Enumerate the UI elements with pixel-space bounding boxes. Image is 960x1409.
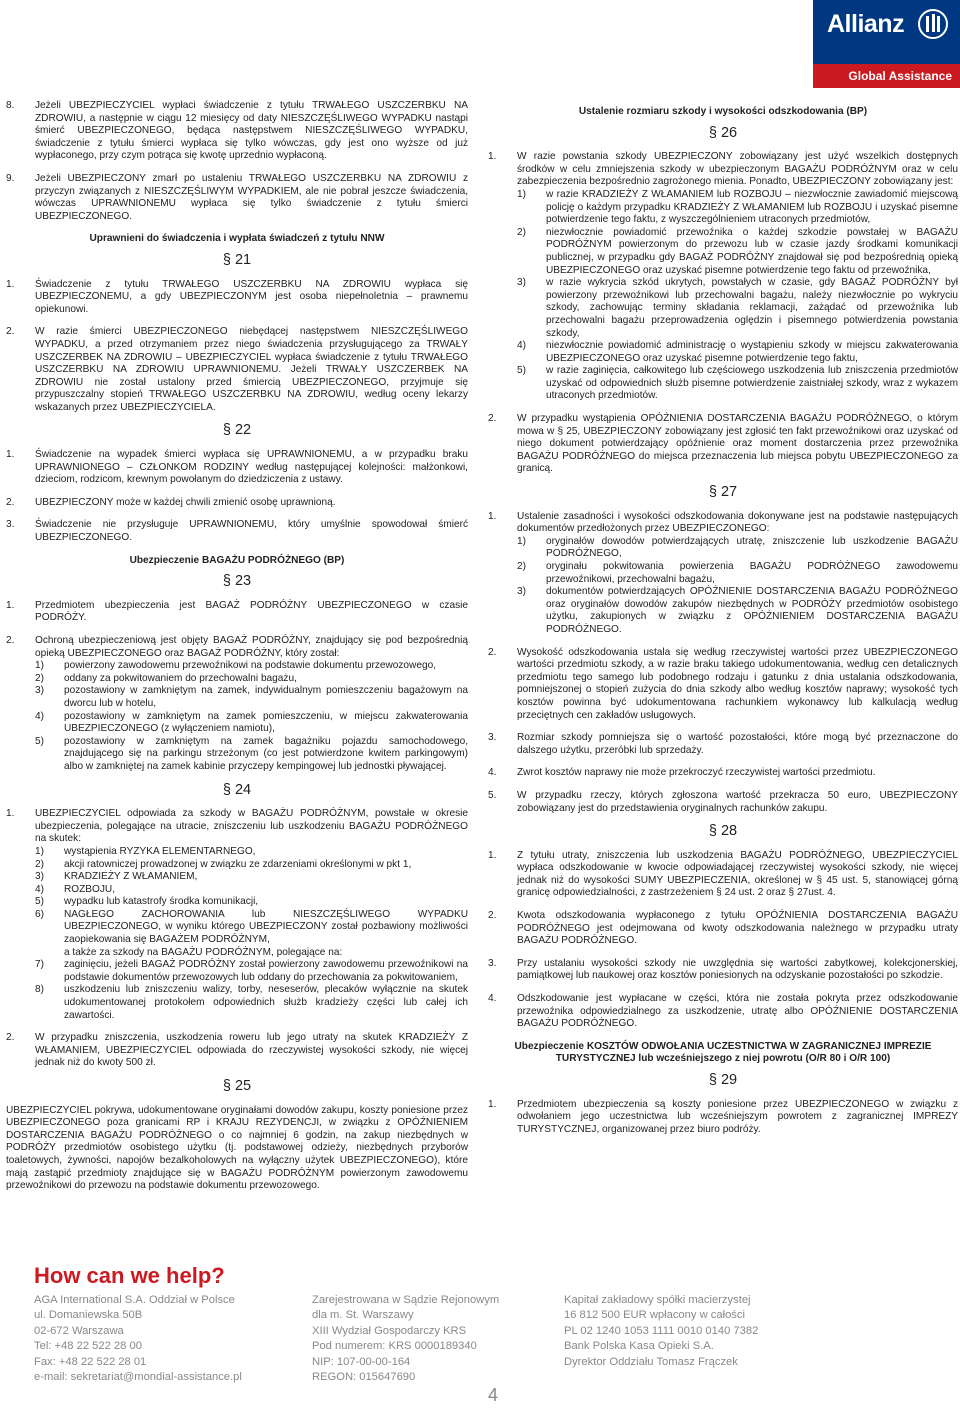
footer-line: Pod numerem: KRS 0000189340 <box>312 1340 477 1353</box>
section-heading: Ustalenie rozmiaru szkody i wysokości odszkodowania (BP) <box>578 106 868 117</box>
clause: 2. W razie śmierci UBEZPIECZONEGO niebędącej następstwem NIESZCZĘŚLIWEGO WYPADKU, a przed otrzymaniem przez niego świadczenia przysługującego za TRWAŁY USZCZERBEK NA ZDROWIU – UBEZPIECZYCIEL wypłaca świadczenie z tytułu TRWAŁEGO USZCZERBKU NA ZDROWIU UPRAWNIONEMU. Jeżeli TRWAŁY USZCZERBEK NA ZDROWIU nie został ustalony przed śmiercią UBEZPIECZONEGO, przyjmuje się przypuszczalny stopień TRWAŁEGO USZCZERBKU NA ZDROWIU, według oceny lekarzy wskazanych przez UBEZPIECZYCIELA. <box>6 326 468 413</box>
clause: 3. Przy ustalaniu wysokości szkody nie uwzględnia się wartości zabytkowej, kolekcjonerskiej, pamiątkowej lub naukowej oraz kosztów poniesionych na odzyskanie pozostałości po szkodzie. <box>488 957 958 982</box>
sub-clause: 8) uszkodzeniu lub zniszczeniu walizy, torby, neseserów, plecaków wyłącznie na skutek udokumentowanej protokołem odpowiednich służb kradzieży części lub całej ich zawartości. <box>35 984 468 1021</box>
clause: 1. UBEZPIECZYCIEL odpowiada za szkody w BAGAŻU PODRÓŻNYM, powstałe w okresie ubezpieczenia, polegające na utracie, zniszczeniu lub uszkodzeniu BAGAŻU PODRÓŻNEGO na skutek: 1) wystąpienia RYZYKA ELEMENTARNEGO, 2) akcji ratowniczej prowadzonej w związku ze zdarzeniami określonymi w pkt 1, 3) KRADZIEŻY Z WŁAMANIEM, 4) ROZBOJU, 5) wypadku lub katastrofy środka komunikacji, 6) NAGŁEGO ZACHOROWANIA lub NIESZCZĘŚLIWEGO WYPADKU UBEZPIECZONEGO, w wyniku którego UBEZPIECZONY został pozbawiony możliwości zaopiekowania się BAGAŻEM PODRÓŻNYM, a także za szkody na BAGAŻU PODRÓŻNYM, polegające na: 7) zaginięciu, jeżeli BAGAŻ PODRÓŻNY został powierzony zawodowemu przewoźnikowi na podstawie dokumentów przewozowych lub oddany do przechowania za pokwitowaniem, 8) uszkodzeniu lub zniszczeniu walizy, torby, neseserów, plecaków wyłącznie na skutek udokumentowanej protokołem odpowiednich służb kradzieży części lub całej ich zawartości. <box>6 808 468 1021</box>
brand-name: Allianz <box>827 10 905 38</box>
section-number: § 26 <box>708 124 738 141</box>
sub-clause: 2) oddany za pokwitowaniem do przechowalni bagażu, <box>35 672 297 684</box>
sub-clause: 5) wypadku lub katastrofy środka komunikacji, <box>35 896 259 908</box>
sub-clause: 5) pozostawiony w zamkniętym na zamek bagażniku pojazdu samochodowego, znajdującego się na parkingu strzeżonym (co jest potwierdzone kwitem parkingowym) albo w zamkniętej na zamek kabinie przyczepy kempingowej lub jednostki pływającej. <box>35 735 468 772</box>
clause: 1. Przedmiotem ubezpieczenia jest BAGAŻ PODRÓŻNY UBEZPIECZONEGO w czasie PODRÓŻY. <box>6 599 468 624</box>
section-number: § 29 <box>708 1072 738 1088</box>
eagle-icon <box>918 9 948 39</box>
clause: 1. Ustalenie zasadności i wysokości odszkodowania dokonywane jest na podstawie następujących dokumentów przedłożonych przez UBEZPIECZONEGO: 1) oryginałów dowodów potwierdzających utratę, zniszczenie lub uszkodzenie BAGAŻU PODRÓŻNEGO, 2) oryginału pokwitowania powierzenia BAGAŻU PODRÓŻNEGO zawodowemu przewoźnikowi, przechowalni bagażu, 3) dokumentów potwierdzających OPÓŹNIENIE DOSTARCZENIA BAGAŻU PODRÓŻNEGO oraz oryginałów dowodów zakupów niezbędnych w PODRÓŻY przedmiotów osobistego użytku, zakupionych w związku z OPÓŹNIENIEM DOSTARCZENIA BAGAŻU PODRÓŻNEGO. <box>488 510 958 635</box>
clause: 4. Odszkodowanie jest wypłacane w części, która nie została pokryta przez odszkodowanie przewoźnika odpowiedzialnego za uszkodzenie, utratę albo OPÓŹNIENIE DOSTARCZENIA BAGAŻU PODRÓŻNEGO. <box>488 993 958 1030</box>
right-column <box>488 100 958 1146</box>
section-number: § 22 <box>222 422 252 439</box>
footer-capital-info <box>564 1293 758 1370</box>
sub-clause: 7) zaginięciu, jeżeli BAGAŻ PODRÓŻNY został powierzony zawodowemu przewoźnikowi na podstawie dokumentów przewozowych lub oddany do przechowania za pokwitowaniem, <box>35 959 468 983</box>
section-number: § 23 <box>222 573 252 590</box>
footer-line: ul. Domaniewska 50B <box>34 1309 143 1322</box>
footer-line: PL 02 1240 1053 1111 0010 0140 7382 <box>564 1324 759 1337</box>
clause: 2. W przypadku zniszczenia, uszkodzenia roweru lub jego utraty na skutek KRADZIEŻY Z WŁAMANIEM, UBEZPIECZYCIEL odpowiada do rzeczywistej wysokości szkody, nie więcej jednak niż do kwoty 500 zł. <box>6 1032 468 1069</box>
section-heading: Ubezpieczenie BAGAŻU PODRÓŻNEGO (BP) <box>129 554 345 566</box>
clause: 4. Zwrot kosztów naprawy nie może przekroczyć rzeczywistej wartości przedmiotu. <box>488 767 876 779</box>
footer-line: 02-672 Warszawa <box>34 1324 124 1337</box>
sub-clause: 6) NAGŁEGO ZACHOROWANIA lub NIESZCZĘŚLIWEGO WYPADKU UBEZPIECZONEGO, w wyniku którego UBEZPIECZONY został pozbawiony możliwości zaopiekowania się BAGAŻEM PODRÓŻNYM, <box>35 908 468 946</box>
clause: 1. Świadczenie z tytułu TRWAŁEGO USZCZERBKU NA ZDROWIU wypłaca się UBEZPIECZONEMU, a gdy UBEZPIECZONYM jest osoba niepełnoletnia – prawnemu opiekunowi. <box>6 278 468 315</box>
clause: 9. Jeżeli UBEZPIECZONY zmarł po ustaleniu TRWAŁEGO USZCZERBKU NA ZDROWIU z przyczyn związanych z NIESZCZĘŚLIWYM WYPADKIEM, ale nie pobrał jeszcze świadczenia, wówczas UPRAWNIONEMU wypłaca się tylko świadczenie z tytułu śmierci UBEZPIECZONEGO. <box>6 172 468 222</box>
clause: 3. Rozmiar szkody pomniejsza się o wartość pozostałości, które mogą być przeznaczone do dalszego użytku, przeróbki lub sprzedaży. <box>488 732 958 756</box>
clause: 2. Ochroną ubezpieczeniową jest objęty BAGAŻ PODRÓŻNY, znajdujący się pod bezpośrednią opieką UBEZPIECZONEGO oraz BAGAŻ PODRÓŻNY, który został: 1) powierzony zawodowemu przewoźnikowi na podstawie dokumentu przewozowego, 2) oddany za pokwitowaniem do przechowalni bagażu, 3) pozostawiony w zamkniętym na zamek, indywidualnym pomieszczeniu bagażowym na dworcu lub w hotelu, 4) pozostawiony w zamkniętym na zamek pomieszczeniu, w miejscu zakwaterowania UBEZPIECZONEGO (z wyłączeniem namiotu), 5) pozostawiony w zamkniętym na zamek bagażniku pojazdu samochodowego, znajdującego się na parkingu strzeżonym (co jest potwierdzone kwitem parkingowym) albo w zamkniętej na zamek kabinie przyczepy kempingowej lub jednostki pływającej. <box>6 635 468 772</box>
footer-line: Zarejestrowana w Sądzie Rejonowym <box>312 1294 500 1306</box>
footer-line: XIII Wydział Gospodarczy KRS <box>312 1324 467 1337</box>
footer-line: Tel: +48 22 522 28 00 <box>34 1340 142 1353</box>
sub-clause: 1) oryginałów dowodów potwierdzających utratę, zniszczenie lub uszkodzenie BAGAŻU PODRÓŻNEGO, <box>517 535 958 560</box>
clause: 2. W przypadku wystąpienia OPÓŹNIENIA DOSTARCZENIA BAGAŻU PODRÓŻNEGO, o którym mowa w § 25, UBEZPIECZONY zobowiązany jest zgłosić ten fakt przewoźnikowi oraz uzyskać od niego dokument potwierdzający opóźnienie oraz moment dostarczenia przez przewoźnika BAGAŻU PODRÓŻNEGO do miejsca przeznaczenia lub miejsca pobytu UBEZPIECZONEGO za granicą. <box>488 413 958 475</box>
section-number: § 21 <box>222 251 252 268</box>
sub-clause: 2) akcji ratowniczej prowadzonej w związku ze zdarzeniami określonymi w pkt 1, <box>35 858 412 870</box>
footer-line: NIP: 107-00-00-164 <box>312 1355 411 1368</box>
clause: 2. Kwota odszkodowania wypłaconego z tytułu OPÓŹNIENIA DOSTARCZENIA BAGAŻU PODRÓŻNEGO jest odejmowana od kwoty odszkodowania należnego w przypadku utraty BAGAŻU PODRÓŻNEGO. <box>488 910 958 947</box>
footer-line: AGA International S.A. Oddział w Polsce <box>34 1294 235 1306</box>
clause: 1. Z tytułu utraty, zniszczenia lub uszkodzenia BAGAŻU PODRÓŻNEGO, UBEZPIECZYCIEL wypłaca odszkodowanie w kwocie odpowiadającej rzeczywistej wysokości szkody, nie więcej jednak niż do wysokości SUMY UBEZPIECZENIA, określonej w § 45 ust. 5, stanowiącej górną granicę odpowiedzialności, z zastrzeżeniem § 24 ust. 2 oraz § 27ust. 4. <box>488 849 958 899</box>
sub-clause: 1) wystąpienia RYZYKA ELEMENTARNEGO, <box>35 845 256 857</box>
clause: 3. Świadczenie nie przysługuje UPRAWNIONEMU, który umyślnie spowodował śmierć UBEZPIECZONEGO. <box>6 519 468 544</box>
footer-line: 16 812 500 EUR wpłacony w całości <box>564 1309 745 1322</box>
clause: 2. UBEZPIECZONY może w każdej chwili zmienić osobę uprawnioną. <box>6 496 336 508</box>
allianz-logo <box>813 0 960 88</box>
footer-line: REGON: 015647690 <box>312 1371 416 1384</box>
brand-subtitle: Global Assistance <box>813 64 960 88</box>
section-number: § 28 <box>708 823 738 840</box>
help-heading: How can we help? <box>34 1263 225 1288</box>
clause: 1. Świadczenie na wypadek śmierci wypłaca się UPRAWNIONEMU, a w przypadku braku UPRAWNIONEGO – CZŁONKOM RODZINY według następującej kolejności: małżonkowi, dzieciom, rodzicom, krewnym powołanym do dziedziczenia z ustawy. <box>6 449 468 486</box>
footer <box>34 1263 934 1384</box>
page-number: 4 <box>488 1385 499 1405</box>
section-heading: Ubezpieczenie KOSZTÓW ODWOŁANIA UCZESTNICTWA W ZAGRANICZNEJ IMPREZIE TURYSTYCZNEJ lub wcześniejszego z niej powrotu (O/R 80 i O/R 100) <box>514 1040 932 1065</box>
sub-clause: 3) dokumentów potwierdzających OPÓŹNIENIE DOSTARCZENIA BAGAŻU PODRÓŻNEGO oraz oryginałów dowodów zakupów niezbędnych w PODRÓŻY przedmiotów osobistego użytku, zakupionych w związku z OPÓŹNIENIEM DOSTARCZENIA BAGAŻU PODRÓŻNEGO. <box>517 586 958 635</box>
clause: 1. Przedmiotem ubezpieczenia są koszty poniesione przez UBEZPIECZONEGO w związku z odwołaniem jego uczestnictwa lub wcześniejszym powrotem z zagranicznej IMPREZY TURYSTYCZNEJ, organizowanej przez biuro podróży. <box>488 1098 958 1135</box>
paragraph: UBEZPIECZYCIEL pokrywa, udokumentowane oryginałami dowodów zakupu, koszty poniesione przez UBEZPIECZONEGO poza granicami RP i KRAJU REZYDENCJI, w związku z OPÓŹNIENIEM DOSTARCZENIA BAGAŻU PODRÓŻNEGO o co najmniej 6 godzin, na zakup niezbędnych w PODRÓŻY przedmiotów osobistego użytku (tj. podstawowej odzieży, niezbędnych przyborów toaletowych, żywności, napojów bezalkoholowych na wyłączny użytek UBEZPIECZONEGO), które mają zastąpić przedmioty znajdujące się w BAGAŻU PODRÓŻNYM powierzonym zawodowemu przewoźnikowi do przewozu na podstawie dokumentu przewozowego. <box>6 1104 468 1192</box>
footer-line: Bank Polska Kasa Opieki S.A. <box>564 1340 714 1353</box>
footer-company-info <box>34 1293 242 1385</box>
sub-clause: 4) niezwłocznie powiadomić administrację o wystąpieniu szkody w miejscu zakwaterowania UBEZPIECZONEGO oraz uzyskać pisemne potwierdzenie tego faktu, <box>517 340 958 364</box>
sub-clause: 3) pozostawiony w zamkniętym na zamek, indywidualnym pomieszczeniu bagażowym na dworcu lub w hotelu, <box>35 685 468 709</box>
section-number: § 25 <box>222 1078 252 1094</box>
clause: 8. Jeżeli UBEZPIECZYCIEL wypłaci świadczenie z tytułu TRWAŁEGO USZCZERBKU NA ZDROWIU, a następnie w ciągu 12 miesięcy od daty NIESZCZĘŚLIWEGO WYPADKU nastąpi śmierć UBEZPIECZONEGO, będąca następstwem NIESZCZĘŚLIWEGO WYPADKU, świadczenie z tytułu śmierci wypłaca się tylko wówczas, gdy jest ono wyższe od już wypłaconego, przy czym potrąca się kwotę uprzednio wypłaconą. <box>6 100 468 162</box>
sub-clause: 5) w razie zaginięcia, całkowitego lub częściowego uszkodzenia lub zniszczenia przedmiotów uzyskać od odpowiednich służb pisemne potwierdzenie zaistniałej szkody, wraz z wykazem utraconych przedmiotów. <box>517 365 958 402</box>
clause: 1. W razie powstania szkody UBEZPIECZONY zobowiązany jest użyć wszelkich dostępnych środków w celu zmniejszenia szkody w ubezpieczonym BAGAŻU PODRÓŻNYM oraz w celu zabezpieczenia bezpośrednio zagrożonego mienia. Ponadto, UBEZPIECZONY zobowiązany jest: 1) w razie KRADZIEŻY Z WŁAMANIEM lub ROZBOJU – niezwłocznie zawiadomić miejscową policję o każdym przypadku KRADZIEŻY Z WŁAMANIEM lub ROZBOJU i uzyskać pisemne potwierdzenie tego faktu, z wyszczególnieniem utraconych przedmiotów, 2) niezwłocznie powiadomić przewoźnika o każdej szkodzie powstałej w BAGAŻU PODRÓŻNYM powierzonym do przewozu lub w czasie jazdy środkami komunikacji publicznej, w przypadku gdy BAGAŻ PODRÓŻNY znajdował się pod bezpośrednią opieką UBEZPIECZONEGO oraz uzyskać pisemne potwierdzenie tego faktu od przewoźnika, 3) w razie wykrycia szkód ukrytych, powstałych w czasie, gdy BAGAŻ PODRÓŻNY był powierzony przewoźnikowi lub przechowalni bagażu, należy niezwłocznie po wykryciu szkody, zachowując terminy składania reklamacji, zażądać od przewoźnika lub przechowalni bagażu przeprowadzenia oględzin i pisemnego potwierdzenia powstania szkody, 4) niezwłocznie powiadomić administrację o wystąpieniu szkody w miejscu zakwaterowania UBEZPIECZONEGO oraz uzyskać pisemne potwierdzenie tego faktu, 5) w razie zaginięcia, całkowitego lub częściowego uszkodzenia lub zniszczenia przedmiotów uzyskać od odpowiednich służb pisemne potwierdzenie zaistniałej szkody, wraz z wykazem utraconych przedmiotów. <box>488 151 958 402</box>
footer-line: e-mail: sekretariat@mondial-assistance.pl <box>34 1371 242 1384</box>
footer-registration-info <box>312 1293 499 1385</box>
section-number: § 24 <box>222 781 252 798</box>
sub-clause: 4) ROZBOJU, <box>35 883 116 895</box>
footer-line: Fax: +48 22 522 28 01 <box>34 1355 147 1368</box>
sub-clause: 1) powierzony zawodowemu przewoźnikowi na podstawie dokumentu przewozowego, <box>35 660 436 672</box>
sub-clause: 3) KRADZIEŻY Z WŁAMANIEM, <box>35 871 198 883</box>
sub-clause: 2) oryginału pokwitowania powierzenia BAGAŻU PODRÓŻNEGO zawodowemu przewoźnikowi, przechowalni bagażu, <box>517 561 958 585</box>
clause: 5. W przypadku rzeczy, których zgłoszona wartość przekracza 50 euro, UBEZPIECZONY zobowiązany jest do przedstawienia oryginalnych rachunków zakupu. <box>488 789 958 814</box>
left-column <box>6 100 468 1203</box>
footer-line: Kapitał zakładowy spółki macierzystej <box>564 1294 751 1306</box>
sub-clause: a także za szkody na BAGAŻU PODRÓŻNYM, polegające na: <box>64 946 343 958</box>
section-heading: Uprawnieni do świadczenia i wypłata świadczeń z tytułu NNW <box>89 233 385 245</box>
sub-clause: 4) pozostawiony w zamkniętym na zamek pomieszczeniu, w miejscu zakwaterowania UBEZPIECZONEGO (z wyłączeniem namiotu), <box>35 710 468 735</box>
sub-clause: 1) w razie KRADZIEŻY Z WŁAMANIEM lub ROZBOJU – niezwłocznie zawiadomić miejscową policję o każdym przypadku KRADZIEŻY Z WŁAMANIEM lub ROZBOJU i uzyskać pisemne potwierdzenie tego faktu, z wyszczególnieniem utraconych przedmiotów, <box>517 188 958 226</box>
sub-clause: 2) niezwłocznie powiadomić przewoźnika o każdej szkodzie powstałej w BAGAŻU PODRÓŻNYM powierzonym do przewozu lub w czasie jazdy środkami komunikacji publicznej, w przypadku gdy BAGAŻ PODRÓŻNY znajdował się pod bezpośrednią opieką UBEZPIECZONEGO oraz uzyskać pisemne potwierdzenie tego faktu od przewoźnika, <box>517 226 958 276</box>
clause: 2. Wysokość odszkodowania ustala się według rzeczywistej wartości przez UBEZPIECZONEGO wartości przedmiotu szkody, a w razie braku takiego udokumentowania, według cen detalicznych przedmiotu tego samego lub podobnego rodzaju i gatunku z dnia ustalania odszkodowania, pomniejszonej o stopień zużycia do dnia szkody albo według kosztów naprawy; wysokość tych kosztów powinna być udokumentowana rachunkiem wykonawcy lub kalkulacją według przeciętnych cen zakładów usługowych. <box>488 646 958 721</box>
footer-line: Dyrektor Oddziału Tomasz Frączek <box>564 1355 738 1368</box>
footer-line: dla m. St. Warszawy <box>312 1309 414 1322</box>
sub-clause: 3) w razie wykrycia szkód ukrytych, powstałych w czasie, gdy BAGAŻ PODRÓŻNY był powierzony przewoźnikowi lub przechowalni bagażu, należy niezwłocznie po wykryciu szkody, zachowując terminy składania reklamacji, zażądać od przewoźnika lub przechowalni bagażu przeprowadzenia oględzin i pisemnego potwierdzenia powstania szkody, <box>517 277 958 339</box>
section-number: § 27 <box>708 484 738 501</box>
